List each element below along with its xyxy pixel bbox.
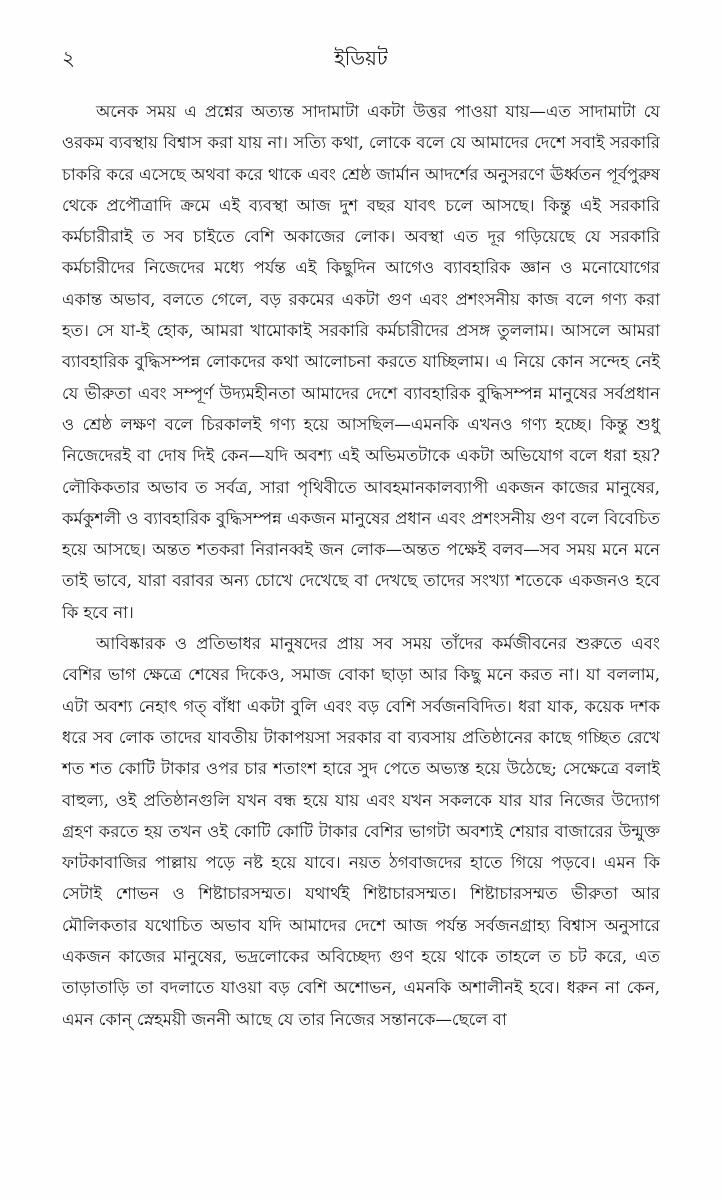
page-number: ২: [62, 46, 76, 70]
running-title: ইডিয়ট: [334, 46, 388, 70]
body-text: [62, 96, 660, 1035]
page-header: [62, 44, 660, 74]
paragraph-1: অনেক সময় এ প্রশ্নের অত্যন্ত সাদামাটা একটা উত্তর পাওয়া যায়—এত সাদামাটা যে ওরকম ব্যবস্থায় বিশ্বাস করা যায় না। সত্যি কথা, লোকে বলে যে আমাদের দেশে সবাই সরকারি চাকরি করে এসেছে অথবা করে থাকে এবং শ্রেষ্ঠ জার্মান আদর্শের অনুসরণে ঊর্ধ্বতন পূর্বপুরুষ থেকে প্রপৌত্রাদি ক্রমে এই ব্যবস্থা আজ দুশ বছর যাবৎ চলে আসছে। কিন্তু এই সরকারি কর্মচারীরাই ত সব চাইতে বেশি অকাজের লোক। অবস্থা এত দূর গড়িয়েছে যে সরকারি কর্মচারীদের নিজেদের মধ্যে পর্যন্ত এই কিছুদিন আগেও ব্যাবহারিক জ্ঞান ও মনোযোগের একান্ত অভাব, বলতে গেলে, বড় রকমের একটা গুণ এবং প্রশংসনীয় কাজ বলে গণ্য করা হত। সে যা-ই হোক, আমরা খামোকাই সরকারি কর্মচারীদের প্রসঙ্গ তুললাম। আসলে আমরা ব্যাবহারিক বুদ্ধিসম্পন্ন লোকদের কথা আলোচনা করতে যাচ্ছিলাম। এ নিয়ে কোন সন্দেহ নেই যে ভীরুতা এবং সম্পূর্ণ উদ্যমহীনতা আমাদের দেশে ব্যাবহারিক বুদ্ধিসম্পন্ন মানুষের সর্বপ্রধান ও শ্রেষ্ঠ লক্ষণ বলে চিরকালই গণ্য হয়ে আসছিল—এমনকি এখনও গণ্য হচ্ছে। কিন্তু শুধু নিজেদেরই বা দোষ দিই কেন—যদি অবশ্য এই অভিমতটাকে একটা অভিযোগ বলে ধরা হয়? লৌকিকতার অভাব ত সর্বত্র, সারা পৃথিবীতে আবহমানকালব্যাপী একজন কাজের মানুষের, কর্মকুশলী ও ব্যাবহারিক বুদ্ধিসম্পন্ন একজন মানুষের প্রধান এবং প্রশংসনীয় গুণ বলে বিবেচিত হয়ে আসছে। অন্তত শতকরা নিরানব্বই জন লোক—অন্তত পক্ষেই বলব—সব সময় মনে মনে তাই ভাবে, যারা বরাবর অন্য চোখে দেখেছে বা দেখছে তাদের সংখ্যা শতেকে একজনও হবে কি হবে না।: [62, 102, 660, 622]
paragraph-2: আবিষ্কারক ও প্রতিভাধর মানুষদের প্রায় সব সময় তাঁদের কর্মজীবনের শুরুতে এবং বেশির ভাগ ক্ষেত্রে শেষের দিকেও, সমাজ বোকা ছাড়া আর কিছু মনে করত না। যা বললাম, এটা অবশ্য নেহাৎ গত্‌ বাঁধা একটা বুলি এবং বড় বেশি সর্বজনবিদিত। ধরা যাক, কয়েক দশক ধরে সব লোক তাদের যাবতীয় টাকাপয়সা সরকার বা ব্যবসায় প্রতিষ্ঠানের কাছে গচ্ছিত রেখে শত শত কোটি টাকার ওপর চার শতাংশ হারে সুদ পেতে অভ্যস্ত হয়ে উঠেছে; সেক্ষেত্রে বলাই বাহুল্য, ওই প্রতিষ্ঠানগুলি যখন বন্ধ হয়ে যায় এবং যখন সকলকে যার যার নিজের উদ্যোগ গ্রহণ করতে হয় তখন ওই কোটি কোটি টাকার বেশির ভাগটা অবশ্যই শেয়ার বাজারের উন্মুক্ত ফাটকাবাজির পাল্লায় পড়ে নষ্ট হয়ে যাবে। নয়ত ঠগবাজদের হাতে গিয়ে পড়বে। এমন কি সেটাই শোভন ও শিষ্টাচারসম্মত। যথার্থই শিষ্টাচারসম্মত। শিষ্টাচারসম্মত ভীরুতা আর মৌলিকতার যথোচিত অভাব যদি আমাদের দেশে আজ পর্যন্ত সর্বজনগ্রাহ্য বিশ্বাস অনুসারে একজন কাজের মানুষের, ভদ্রলোকের অবিচ্ছেদ্য গুণ হয়ে থাকে তাহলে ত চট করে, এত তাড়াতাড়ি তা বদলাতে যাওয়া বড় বেশি অশোভন, এমনকি অশালীনই হবে। ধরুন না কেন, এমন কোন্ স্নেহময়ী জননী আছে যে তার নিজের সন্তানকে—ছেলে বা: [62, 634, 660, 1029]
